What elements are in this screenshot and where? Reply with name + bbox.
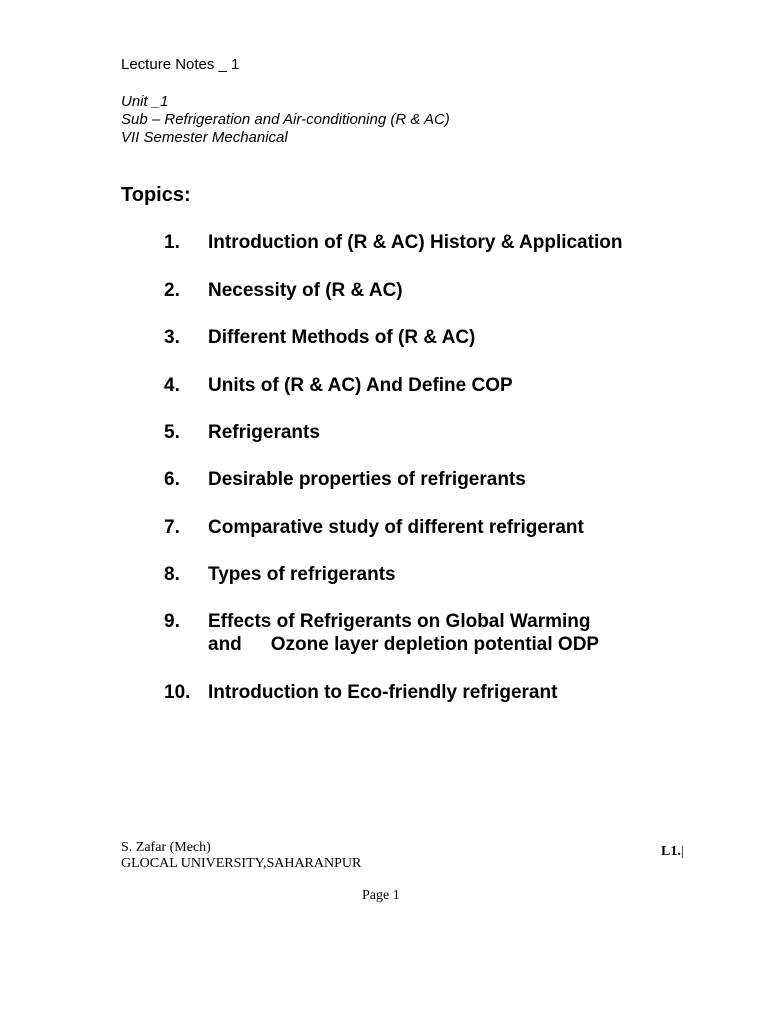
- topic-text: Refrigerants: [208, 422, 320, 443]
- topic-number: 3.: [164, 327, 180, 348]
- topic-item-10: [164, 681, 557, 704]
- lecture-title: Lecture Notes _ 1: [121, 56, 240, 73]
- topic-item-7: [164, 516, 584, 539]
- topic-text: Units of (R & AC) And Define COP: [208, 375, 513, 396]
- footer-lecture-suffix: |: [680, 844, 684, 859]
- topic-text: Effects of Refrigerants on Global Warming: [208, 611, 591, 632]
- topic-item-4: [164, 374, 513, 397]
- topic-item-6: [164, 468, 526, 491]
- topic-number: 7.: [164, 517, 180, 538]
- footer-author: S. Zafar (Mech): [121, 840, 211, 855]
- topic-number: 6.: [164, 469, 180, 490]
- topic-item-3: [164, 326, 475, 349]
- topic-continuation: [164, 633, 599, 656]
- topic-number: 2.: [164, 280, 180, 301]
- topic-item-9: [164, 610, 599, 656]
- topic-number: 9.: [164, 611, 180, 632]
- topic-item-1: [164, 231, 622, 254]
- topic-item-8: [164, 563, 396, 586]
- subject-label: Sub – Refrigeration and Air-conditioning (R & AC): [121, 111, 450, 128]
- topic-number: 5.: [164, 422, 180, 443]
- topic-text: Comparative study of different refrigerant: [208, 517, 584, 538]
- topic-text: Types of refrigerants: [208, 564, 396, 585]
- topic-text: Desirable properties of refrigerants: [208, 469, 526, 490]
- footer-lecture-code: L1.: [661, 844, 681, 859]
- topic-item-2: [164, 279, 403, 302]
- topic-text: Introduction to Eco-friendly refrigerant: [208, 682, 558, 703]
- semester-label: VII Semester Mechanical: [121, 129, 288, 146]
- topic-number: 4.: [164, 375, 180, 396]
- unit-label: Unit _1: [121, 93, 169, 110]
- topic-text: Necessity of (R & AC): [208, 280, 403, 301]
- topic-item-5: [164, 421, 320, 444]
- topic-text: Introduction of (R & AC) History & Application: [208, 232, 623, 253]
- topic-text: Different Methods of (R & AC): [208, 327, 476, 348]
- footer-lecture-label: [661, 844, 684, 860]
- topics-heading: Topics:: [121, 184, 191, 206]
- topic-number: 1.: [164, 232, 180, 253]
- page-number: Page 1: [362, 888, 400, 903]
- topic-number: 10.: [164, 682, 191, 703]
- topic-continuation-text: Ozone layer depletion potential ODP: [270, 634, 600, 655]
- footer-university: GLOCAL UNIVERSITY,SAHARANPUR: [121, 856, 362, 871]
- topic-continuation-and: and: [208, 634, 242, 655]
- topic-number: 8.: [164, 564, 180, 585]
